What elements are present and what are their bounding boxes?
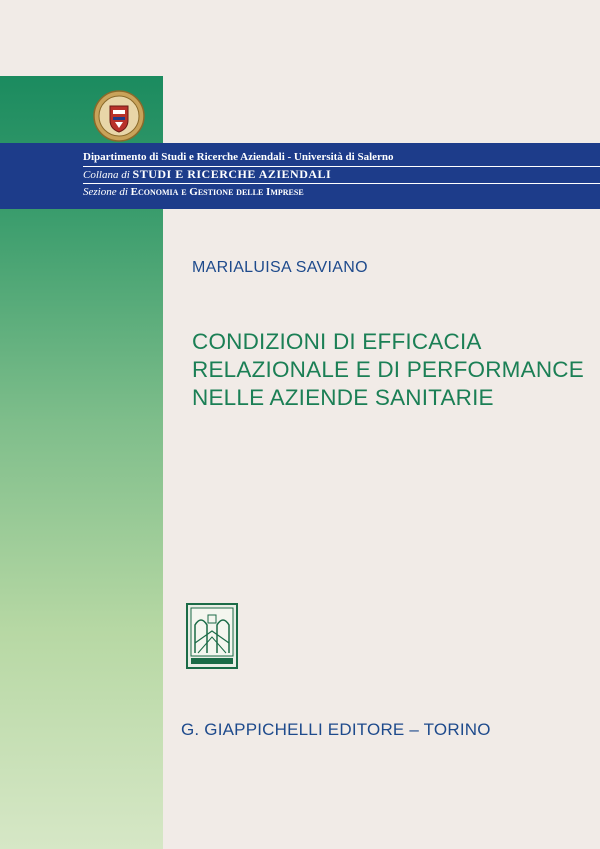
publisher-name: G. GIAPPICHELLI EDITORE – TORINO (181, 720, 491, 739)
sezione-prefix: Sezione di (83, 186, 128, 198)
sezione-line (83, 185, 304, 199)
author-name: MARIALUISA SAVIANO (192, 259, 368, 276)
collana-name: STUDI E RICERCHE AZIENDALI (132, 167, 332, 181)
collana-prefix: Collana di (83, 169, 130, 181)
title-line: CONDIZIONI DI EFFICACIA (192, 329, 482, 354)
book-title (192, 328, 592, 412)
university-seal-icon (93, 90, 145, 142)
publisher-logo-icon (186, 603, 238, 669)
title-line: NELLE AZIENDE SANITARIE (192, 385, 494, 410)
title-line: RELAZIONALE E DI PERFORMANCE (192, 357, 584, 382)
sezione-name: Economia e Gestione delle Imprese (130, 186, 304, 198)
department-line (83, 150, 394, 164)
collana-line (83, 167, 331, 182)
band-divider-bottom (83, 183, 600, 184)
department-text: Dipartimento di Studi e Ricerche Aziendali - Università di Salerno (83, 151, 394, 163)
